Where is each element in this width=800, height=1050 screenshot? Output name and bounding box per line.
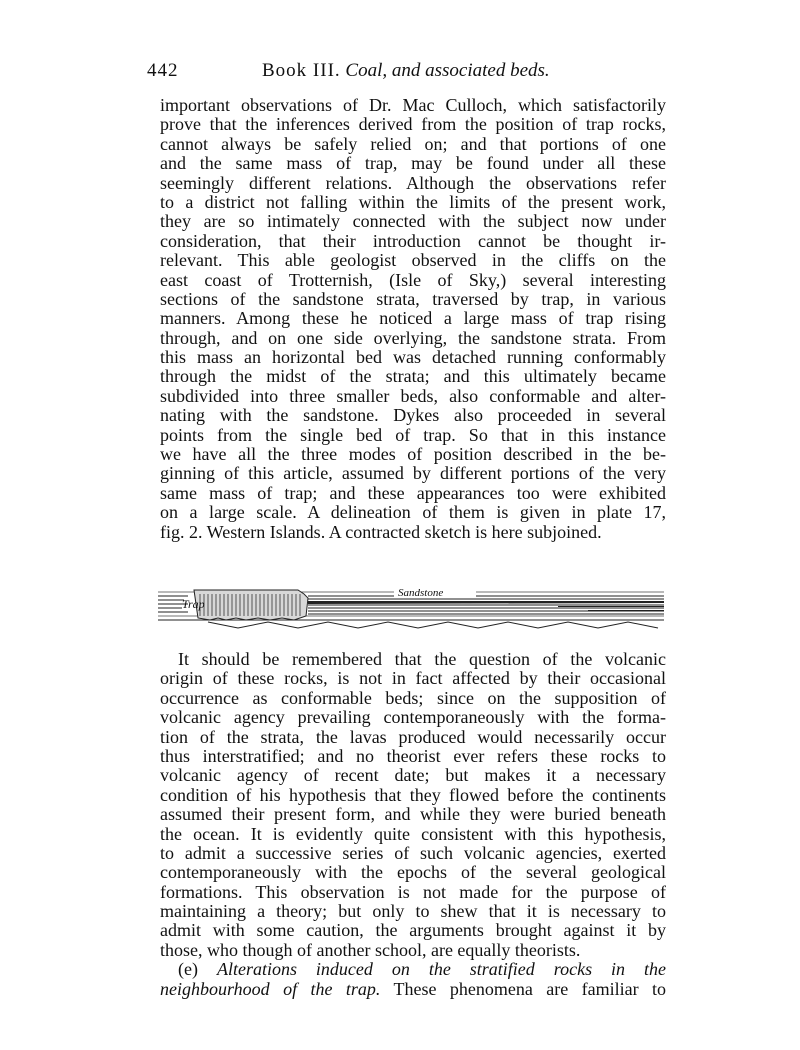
text-line: seemingly different relations. Although the observations refer: [160, 172, 666, 193]
sandstone-label: Sandstone: [398, 587, 444, 599]
text-line: thus interstratified; and no theorist ever refers these rocks to: [160, 745, 666, 766]
text-line: to admit a successive series of such volcanic agencies, exerted: [160, 842, 666, 863]
italic-heading-continued: neighbourhood of the trap.: [160, 978, 381, 999]
text-line: through, and on one side overlying, the sandstone strata. From: [160, 327, 666, 348]
text-line: points from the single bed of trap. So that in this instance: [160, 424, 666, 445]
text-line: to a district not falling within the limits of the present work,: [160, 191, 666, 212]
text-line: they are so intimately connected with the subject now under: [160, 211, 666, 232]
text-line: cannot always be safely relied on; and that portions of one: [160, 133, 666, 154]
running-title: [262, 60, 550, 82]
paragraph-top: [160, 96, 666, 542]
trap-label: Trap: [182, 597, 205, 611]
section-title: Coal, and associated beds.: [345, 60, 550, 81]
text-line: subdivided into three smaller beds, also conformable and alter-: [160, 385, 666, 406]
section-heading-line: [160, 960, 666, 979]
text-line: important observations of Dr. Mac Culloch, which satisfactorily: [160, 95, 666, 115]
text-line: east coast of Trotternish, (Isle of Sky,) several interesting: [160, 269, 666, 290]
trap-mass: [194, 590, 308, 620]
text-line: the ocean. It is evidently quite consistent with this hypothesis,: [160, 823, 666, 844]
continuation-text: These phenomena are familiar to: [393, 978, 666, 999]
text-line: this mass an horizontal bed was detached running conformably: [160, 347, 666, 368]
text-line: volcanic agency prevailing contemporaneously with the forma-: [160, 707, 666, 728]
text-line: manners. Among these he noticed a large mass of trap rising: [160, 308, 666, 329]
paragraph-marker: (e): [178, 959, 198, 980]
text-line: fig. 2. Western Islands. A contracted sketch is here subjoined.: [160, 521, 602, 542]
text-line: same mass of trap; and these appearances too were exhibited: [160, 482, 666, 503]
trap-sandstone-sketch: [158, 586, 664, 630]
text-line: ginning of this article, assumed by different portions of the very: [160, 463, 666, 484]
text-line: admit with some caution, the arguments brought against it by: [160, 920, 666, 941]
book-label: Book III.: [262, 60, 341, 81]
text-line: nating with the sandstone. Dykes also proceeded in several: [160, 405, 666, 426]
text-line: formations. This observation is not made for the purpose of: [160, 881, 666, 902]
text-line: we have all the three modes of position described in the be-: [160, 444, 666, 465]
text-line: prove that the inferences derived from the position of trap rocks,: [160, 114, 666, 135]
text-line: on a large scale. A delineation of them is given in plate 17,: [160, 502, 666, 523]
text-line: relevant. This able geologist observed in the cliffs on the: [160, 250, 666, 271]
text-line: assumed their present form, and while they were buried beneath: [160, 804, 666, 825]
text-line: through the midst of the strata; and this ultimately became: [160, 366, 666, 387]
text-line: those, who though of another school, are equally theorists.: [160, 939, 581, 960]
sketch-drawing: [158, 586, 664, 630]
text-line: consideration, that their introduction cannot be thought ir-: [160, 230, 666, 251]
text-line: sections of the sandstone strata, traversed by trap, in various: [160, 288, 666, 309]
paragraph-bottom: [160, 650, 666, 999]
text-line: volcanic agency of recent date; but makes it a necessary: [160, 765, 666, 786]
text-line: It should be remembered that the question of the volcanic: [178, 649, 666, 669]
text-line: condition of his hypothesis that they flowed before the continents: [160, 784, 666, 805]
text-line: [160, 980, 666, 999]
text-line: contemporaneously with the epochs of the several geological: [160, 862, 666, 883]
text-line: origin of these rocks, is not in fact affected by their occasional: [160, 668, 666, 689]
text-line: and the same mass of trap, may be found under all these: [160, 153, 666, 174]
italic-heading: Alterations induced on the stratified rocks in the: [216, 959, 666, 980]
text-line: tion of the strata, the lavas produced would necessarily occur: [160, 726, 666, 747]
page-number: 442: [147, 60, 179, 81]
text-line: maintaining a theory; but only to shew that it is necessary to: [160, 901, 666, 922]
trap-bed: [308, 601, 664, 604]
running-head: [147, 60, 667, 88]
text-line: occurrence as conformable beds; since on the supposition of: [160, 687, 666, 708]
